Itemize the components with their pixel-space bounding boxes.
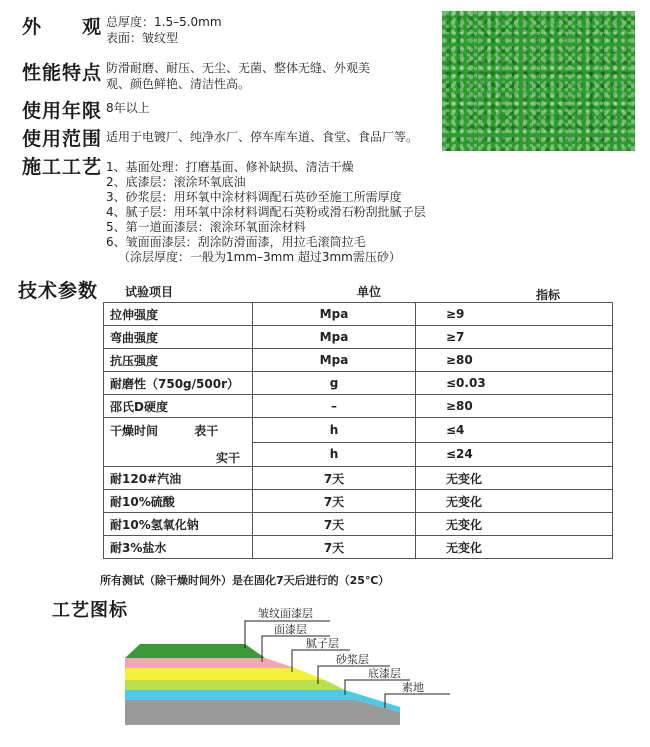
texture-sample-image bbox=[442, 11, 635, 151]
leader-line bbox=[345, 680, 410, 695]
table-cell-unit: h bbox=[253, 418, 416, 443]
layer-substrate bbox=[125, 700, 400, 725]
table-cell-index: 无变化 bbox=[416, 513, 613, 536]
dry-time-label: 干燥时间 bbox=[110, 424, 159, 438]
layer-label-topcoat: 面漆层 bbox=[274, 623, 307, 636]
table-cell-unit: Mpa bbox=[253, 349, 416, 372]
table-cell-unit: 7天 bbox=[253, 536, 416, 559]
table-cell-index: 无变化 bbox=[416, 467, 613, 490]
table-cell-unit: 7天 bbox=[253, 490, 416, 513]
construction-step: 1、基面处理：打磨基面、修补缺损、清洁干燥 bbox=[106, 160, 354, 174]
tech-note: 所有测试（除干燥时间外）是在固化7天后进行的（25℃） bbox=[100, 574, 390, 587]
layer-putty bbox=[125, 668, 325, 680]
table-cell-unit: h bbox=[253, 442, 416, 467]
table-cell-unit: g bbox=[253, 372, 416, 395]
layer-mortar bbox=[125, 680, 345, 690]
table-cell-index: ≤4 bbox=[416, 418, 613, 443]
table-cell-item: 耐10%硫酸 bbox=[104, 490, 253, 513]
appearance-thickness: 总厚度：1.5–5.0mm bbox=[106, 15, 222, 29]
table-cell-item: 耐120#汽油 bbox=[104, 467, 253, 490]
table-cell-item: 耐磨性（750g/500r） bbox=[104, 372, 253, 395]
table-row bbox=[104, 536, 613, 559]
table-cell-index: 无变化 bbox=[416, 490, 613, 513]
table-row bbox=[104, 349, 613, 372]
construction-step: （涂层厚度：一般为1mm–3mm 超过3mm需压砂） bbox=[118, 250, 401, 264]
layer-diagram bbox=[0, 600, 650, 747]
table-row bbox=[104, 490, 613, 513]
tech-spec-table bbox=[103, 302, 613, 559]
layer-topcoat bbox=[125, 658, 295, 668]
table-cell-dry-time bbox=[104, 418, 253, 467]
layer-label-primer: 底漆层 bbox=[368, 667, 401, 680]
table-cell-index: ≥80 bbox=[416, 395, 613, 418]
construction-step: 6、皱面面漆层：刮涂防滑面漆，用拉毛滚筒拉毛 bbox=[106, 235, 366, 249]
table-cell-unit: Mpa bbox=[253, 303, 416, 326]
tech-heading: 技术参数 bbox=[18, 280, 99, 302]
table-row bbox=[104, 513, 613, 536]
features-line-2: 观、颜色鲜艳、清洁性高。 bbox=[106, 77, 251, 91]
table-cell-index: ≤24 bbox=[416, 442, 613, 467]
table-cell-unit: Mpa bbox=[253, 326, 416, 349]
construction-step: 5、第一道面漆层：滚涂环氧面涂材料 bbox=[106, 220, 306, 234]
scope-heading: 使用范围 bbox=[22, 128, 103, 150]
dry-surface-label: 表干 bbox=[194, 424, 219, 438]
table-cell-index: 无变化 bbox=[416, 536, 613, 559]
col-header-index: 指标 bbox=[536, 288, 561, 302]
construction-step: 3、砂浆层：用环氧中涂材料调配石英砂至施工所需厚度 bbox=[106, 190, 402, 204]
col-header-item: 试验项目 bbox=[125, 285, 174, 299]
table-cell-item: 邵氏D硬度 bbox=[104, 395, 253, 418]
table-row bbox=[104, 467, 613, 490]
layer-label-substrate: 素地 bbox=[402, 681, 424, 694]
table-cell-item: 耐10%氢氧化钠 bbox=[104, 513, 253, 536]
table-cell-item: 抗压强度 bbox=[104, 349, 253, 372]
table-cell-item: 拉伸强度 bbox=[104, 303, 253, 326]
features-heading: 性能特点 bbox=[22, 62, 103, 84]
lifespan-text: 8年以上 bbox=[106, 101, 150, 115]
table-cell-index: ≥7 bbox=[416, 326, 613, 349]
table-cell-item: 耐3%盐水 bbox=[104, 536, 253, 559]
table-cell-index: ≥9 bbox=[416, 303, 613, 326]
table-row bbox=[104, 372, 613, 395]
construction-heading: 施工工艺 bbox=[22, 156, 103, 178]
diagram-heading: 工艺图标 bbox=[52, 600, 128, 621]
features-line-1: 防滑耐磨、耐压、无尘、无菌、整体无缝、外观美 bbox=[106, 61, 371, 75]
table-row bbox=[104, 418, 613, 443]
col-header-unit: 单位 bbox=[357, 285, 382, 299]
table-row bbox=[104, 326, 613, 349]
dry-full-label: 实干 bbox=[216, 451, 241, 465]
table-row bbox=[104, 303, 613, 326]
lifespan-heading: 使用年限 bbox=[22, 100, 103, 122]
table-cell-index: ≤0.03 bbox=[416, 372, 613, 395]
scope-text: 适用于电镀厂、纯净水厂、停车库车道、食堂、食品厂等。 bbox=[106, 130, 419, 144]
layer-wrinkle bbox=[125, 644, 265, 658]
table-cell-index: ≥80 bbox=[416, 349, 613, 372]
layer-label-putty: 腻子层 bbox=[306, 637, 339, 650]
layer-label-wrinkle: 皱纹面漆层 bbox=[258, 607, 313, 620]
construction-step: 4、腻子层：用环氧中涂材料调配石英粉或滑石粉刮批腻子层 bbox=[106, 205, 426, 219]
table-row bbox=[104, 395, 613, 418]
table-cell-unit: – bbox=[253, 395, 416, 418]
appearance-heading: 外 观 bbox=[22, 16, 103, 38]
table-cell-item: 弯曲强度 bbox=[104, 326, 253, 349]
table-cell-unit: 7天 bbox=[253, 467, 416, 490]
table-cell-unit: 7天 bbox=[253, 513, 416, 536]
appearance-surface: 表面：皱纹型 bbox=[106, 31, 179, 45]
construction-step: 2、底漆层：滚涂环氧底油 bbox=[106, 175, 246, 189]
layer-label-mortar: 砂浆层 bbox=[336, 653, 369, 666]
